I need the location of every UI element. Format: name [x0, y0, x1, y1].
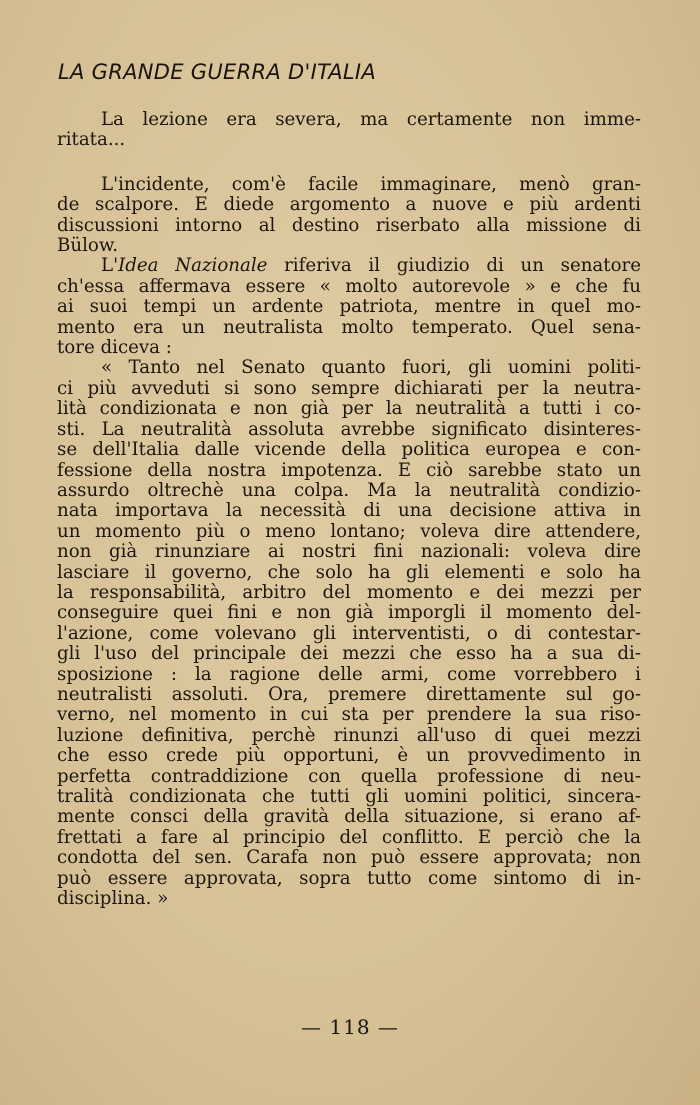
- text-line: fessione della nostra impotenza. E ciò sarebbe stato un: [57, 460, 641, 481]
- text-line: nata importava la necessità di una decisione attiva in: [57, 501, 641, 522]
- text-line: un momento più o meno lontano; voleva dire attendere,: [57, 521, 641, 542]
- paragraph: [57, 256, 641, 358]
- text-line: perfetta contraddizione con quella professione di neu-: [57, 766, 641, 787]
- text-line: l'azione, come volevano gli interventisti, o di contestar-: [57, 623, 641, 644]
- paragraph: [57, 358, 641, 909]
- text-line: mente consci della gravità della situazione, si erano af-: [57, 807, 641, 828]
- page-number: — 118 —: [301, 1015, 399, 1039]
- paragraph: [57, 110, 641, 151]
- text-line: de scalpore. E diede argomento a nuove e più ardenti: [57, 195, 641, 216]
- text-line: luzione definitiva, perchè rinunzi all'uso di quei mezzi: [57, 725, 641, 746]
- text-line: lità condizionata e non già per la neutralità a tutti i co-: [57, 399, 641, 420]
- text-line: tralità condizionata che tutti gli uomini politici, sincera-: [57, 787, 641, 807]
- text-line: gli l'uso del principale dei mezzi che esso ha a sua di-: [57, 644, 641, 665]
- text-line: sposizione : la ragione delle armi, come vorrebbero i: [57, 664, 641, 685]
- text-line: La lezione era severa, ma certamente non imme-: [101, 110, 641, 130]
- text-line: ai suoi tempi un ardente patriota, mentre in quel mo-: [57, 297, 641, 318]
- text-line: ch'essa affermava essere « molto autorevole » e che fu: [57, 276, 641, 297]
- text-line: condotta del sen. Carafa non può essere approvata; non: [57, 848, 641, 869]
- text-line: può essere approvata, sopra tutto come sintomo di in-: [57, 868, 641, 889]
- text-line: la responsabilità, arbitro del momento e dei mezzi per: [57, 582, 641, 603]
- text-line: ci più avveduti si sono sempre dichiarati per la neutra-: [57, 378, 641, 399]
- text-line: tore diceva :: [57, 338, 172, 359]
- paragraph: [57, 175, 641, 257]
- paragraph-gap: [57, 151, 641, 175]
- text-line: L'Idea Nazionale riferiva il giudizio di un senatore: [101, 256, 641, 277]
- text-line: Bülow.: [57, 236, 119, 257]
- text-line: assurdo oltrechè una colpa. Ma la neutralità condizio-: [57, 480, 641, 501]
- text-line: se dell'Italia dalle vicende della politica europea e con-: [57, 440, 641, 461]
- text-line: lasciare il governo, che solo ha gli elementi e solo ha: [57, 562, 641, 583]
- text-line: L'incidente, com'è facile immaginare, menò gran-: [101, 174, 641, 195]
- body-text: [57, 110, 641, 909]
- text-line: neutralisti assoluti. Ora, premere direttamente sul go-: [57, 684, 641, 705]
- text-line: ritata...: [57, 130, 126, 151]
- text-line: frettati a fare al principio del conflitto. È perciò che la: [57, 827, 641, 848]
- text-line: « Tanto nel Senato quanto fuori, gli uomini politi-: [101, 358, 641, 379]
- text-line: conseguire quei fini e non già imporgli il momento del-: [57, 603, 641, 624]
- text-line: verno, nel momento in cui sta per prendere la sua riso-: [57, 705, 641, 726]
- text-line: sti. La neutralità assoluta avrebbe significato disinteres-: [57, 419, 641, 440]
- text-line: discussioni intorno al destino riserbato alla missione di: [57, 215, 641, 236]
- text-line: mento era un neutralista molto temperato. Quel sena-: [57, 317, 641, 338]
- text-line: che esso crede più opportuni, è un provvedimento in: [57, 746, 641, 767]
- running-head: LA GRANDE GUERRA D'ITALIA: [58, 60, 377, 84]
- newspaper-title: Idea Nazionale: [118, 256, 268, 277]
- text-line: disciplina. »: [57, 889, 169, 910]
- text-line: non già rinunziare ai nostri fini nazionali: voleva dire: [57, 542, 641, 563]
